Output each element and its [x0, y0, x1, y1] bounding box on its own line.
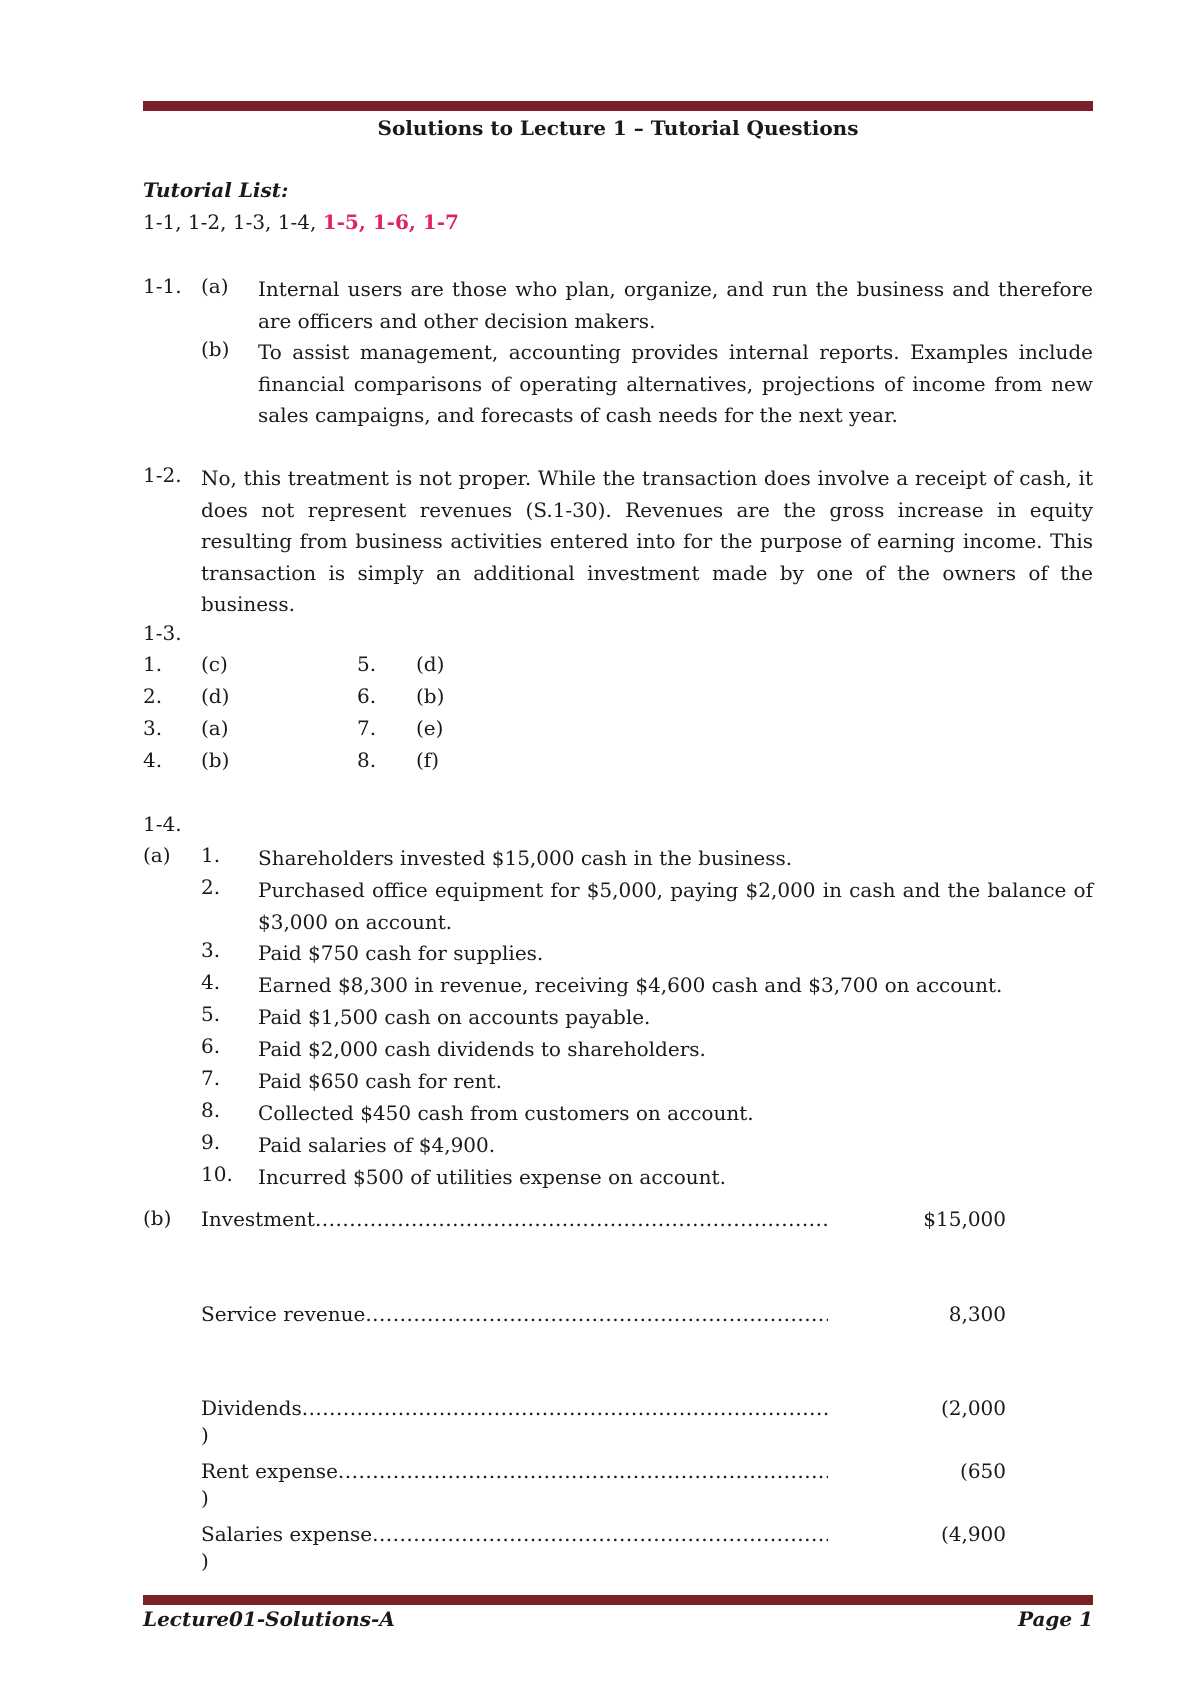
q1-4-number: 1-4.: [143, 812, 182, 836]
q1-4-item-num: 8.: [201, 1098, 221, 1122]
q1-3-item-answer: (a): [201, 716, 229, 740]
tutorial-list: [143, 210, 459, 234]
q1-1-number: 1-1.: [143, 274, 182, 298]
q1-3-item-answer: (b): [416, 684, 445, 708]
q1-4-item-num: 1.: [201, 843, 221, 867]
ledger-row: [201, 1392, 1006, 1424]
q1-4-item-num: 6.: [201, 1034, 221, 1058]
q1-3-item-answer: (f): [416, 748, 440, 772]
q1-4-item-text: Collected $450 cash from customers on account.: [258, 1101, 754, 1125]
q1-1-b-text: To assist management, accounting provides internal reports. Examples include financial comparisons of operating alternatives, projections of income from new sales campaigns, and forecasts of cash needs for the next year.: [258, 340, 1093, 427]
footer-document-name: Lecture01-Solutions-A: [143, 1607, 395, 1631]
ledger-row: [201, 1298, 1006, 1330]
ledger-label: Dividends .....: [201, 1392, 828, 1424]
q1-2-text: No, this treatment is not proper. While the transaction does involve a receipt of cash, it does not represent revenues (S.1-30). Revenues are the gross increase in equity resulting from business activities entered into for the purpose of earning income. This transaction is simply an additional investment made by one of the owners of the business.: [201, 466, 1093, 616]
q1-4-item-num: 5.: [201, 1002, 221, 1026]
q1-3-item-num: 1.: [143, 652, 163, 676]
ledger-label: Investment .....: [201, 1203, 828, 1235]
ledger-label: Rent expense .....: [201, 1455, 828, 1487]
q1-4-item-num: 7.: [201, 1066, 221, 1090]
header-rule: [143, 101, 1093, 111]
q1-4-item-num: 3.: [201, 938, 221, 962]
q1-4-item-num: 10.: [201, 1162, 233, 1186]
q1-4-b-label: (b): [143, 1206, 172, 1230]
ledger-amount: (4,900: [940, 1522, 1006, 1546]
ledger-amount: $15,000: [923, 1207, 1006, 1231]
ledger-trailing-paren: ): [201, 1549, 209, 1573]
q1-3-item-answer: (b): [201, 748, 230, 772]
footer-page-number: Page 1: [1017, 1607, 1093, 1631]
ledger-row: [201, 1518, 1006, 1550]
q1-4-item-text: Paid salaries of $4,900.: [258, 1133, 496, 1157]
q1-4-item-text: Paid $2,000 cash dividends to shareholders.: [258, 1037, 706, 1061]
q1-3-item-num: 5.: [357, 652, 377, 676]
tutorial-list-plain: 1-1, 1-2, 1-3, 1-4,: [143, 210, 323, 234]
q1-1-a-label: (a): [201, 274, 229, 298]
ledger-row: [201, 1203, 1006, 1235]
q1-3-item-num: 3.: [143, 716, 163, 740]
q1-4-item-num: 2.: [201, 875, 221, 899]
ledger-trailing-paren: ): [201, 1423, 209, 1447]
q1-3-item-num: 4.: [143, 748, 163, 772]
q1-4-item-num: 9.: [201, 1130, 221, 1154]
q1-3-item-num: 7.: [357, 716, 377, 740]
q1-4-item-num: 4.: [201, 970, 221, 994]
q1-2-number: 1-2.: [143, 463, 182, 487]
ledger-trailing-paren: ): [201, 1486, 209, 1510]
q1-4-item-text: Paid $1,500 cash on accounts payable.: [258, 1005, 651, 1029]
footer-rule: [143, 1595, 1093, 1605]
q1-4-item-text: Paid $750 cash for supplies.: [258, 941, 544, 965]
q1-3-item-num: 2.: [143, 684, 163, 708]
ledger-label: Service revenue .....: [201, 1298, 828, 1330]
page-title: Solutions to Lecture 1 – Tutorial Questions: [377, 116, 859, 140]
ledger-amount: 8,300: [948, 1302, 1006, 1326]
q1-4-item-text: Shareholders invested $15,000 cash in the business.: [258, 846, 793, 870]
ledger-label: Salaries expense .....: [201, 1518, 828, 1550]
q1-3-item-answer: (d): [201, 684, 230, 708]
q1-3-item-answer: (c): [201, 652, 228, 676]
q1-3-item-answer: (e): [416, 716, 444, 740]
q1-3-item-num: 6.: [357, 684, 377, 708]
q1-3-number: 1-3.: [143, 621, 182, 645]
q1-3-item-num: 8.: [357, 748, 377, 772]
q1-4-item-text: Purchased office equipment for $5,000, paying $2,000 in cash and the balance of $3,000 on account.: [258, 878, 1093, 934]
ledger-row: [201, 1455, 1006, 1487]
q1-4-item-text: Incurred $500 of utilities expense on account.: [258, 1165, 726, 1189]
ledger-amount: (650: [960, 1459, 1006, 1483]
q1-1-a-text: Internal users are those who plan, organize, and run the business and therefore are officers and other decision makers.: [258, 277, 1093, 333]
q1-4-item-text: Paid $650 cash for rent.: [258, 1069, 502, 1093]
tutorial-list-label: Tutorial List:: [143, 178, 289, 202]
q1-4-a-label: (a): [143, 843, 171, 867]
q1-3-item-answer: (d): [416, 652, 445, 676]
ledger-amount: (2,000: [940, 1396, 1006, 1420]
tutorial-list-highlight: 1-5, 1-6, 1-7: [322, 210, 459, 234]
q1-4-item-text: Earned $8,300 in revenue, receiving $4,600 cash and $3,700 on account.: [258, 973, 1003, 997]
q1-1-b-label: (b): [201, 337, 230, 361]
